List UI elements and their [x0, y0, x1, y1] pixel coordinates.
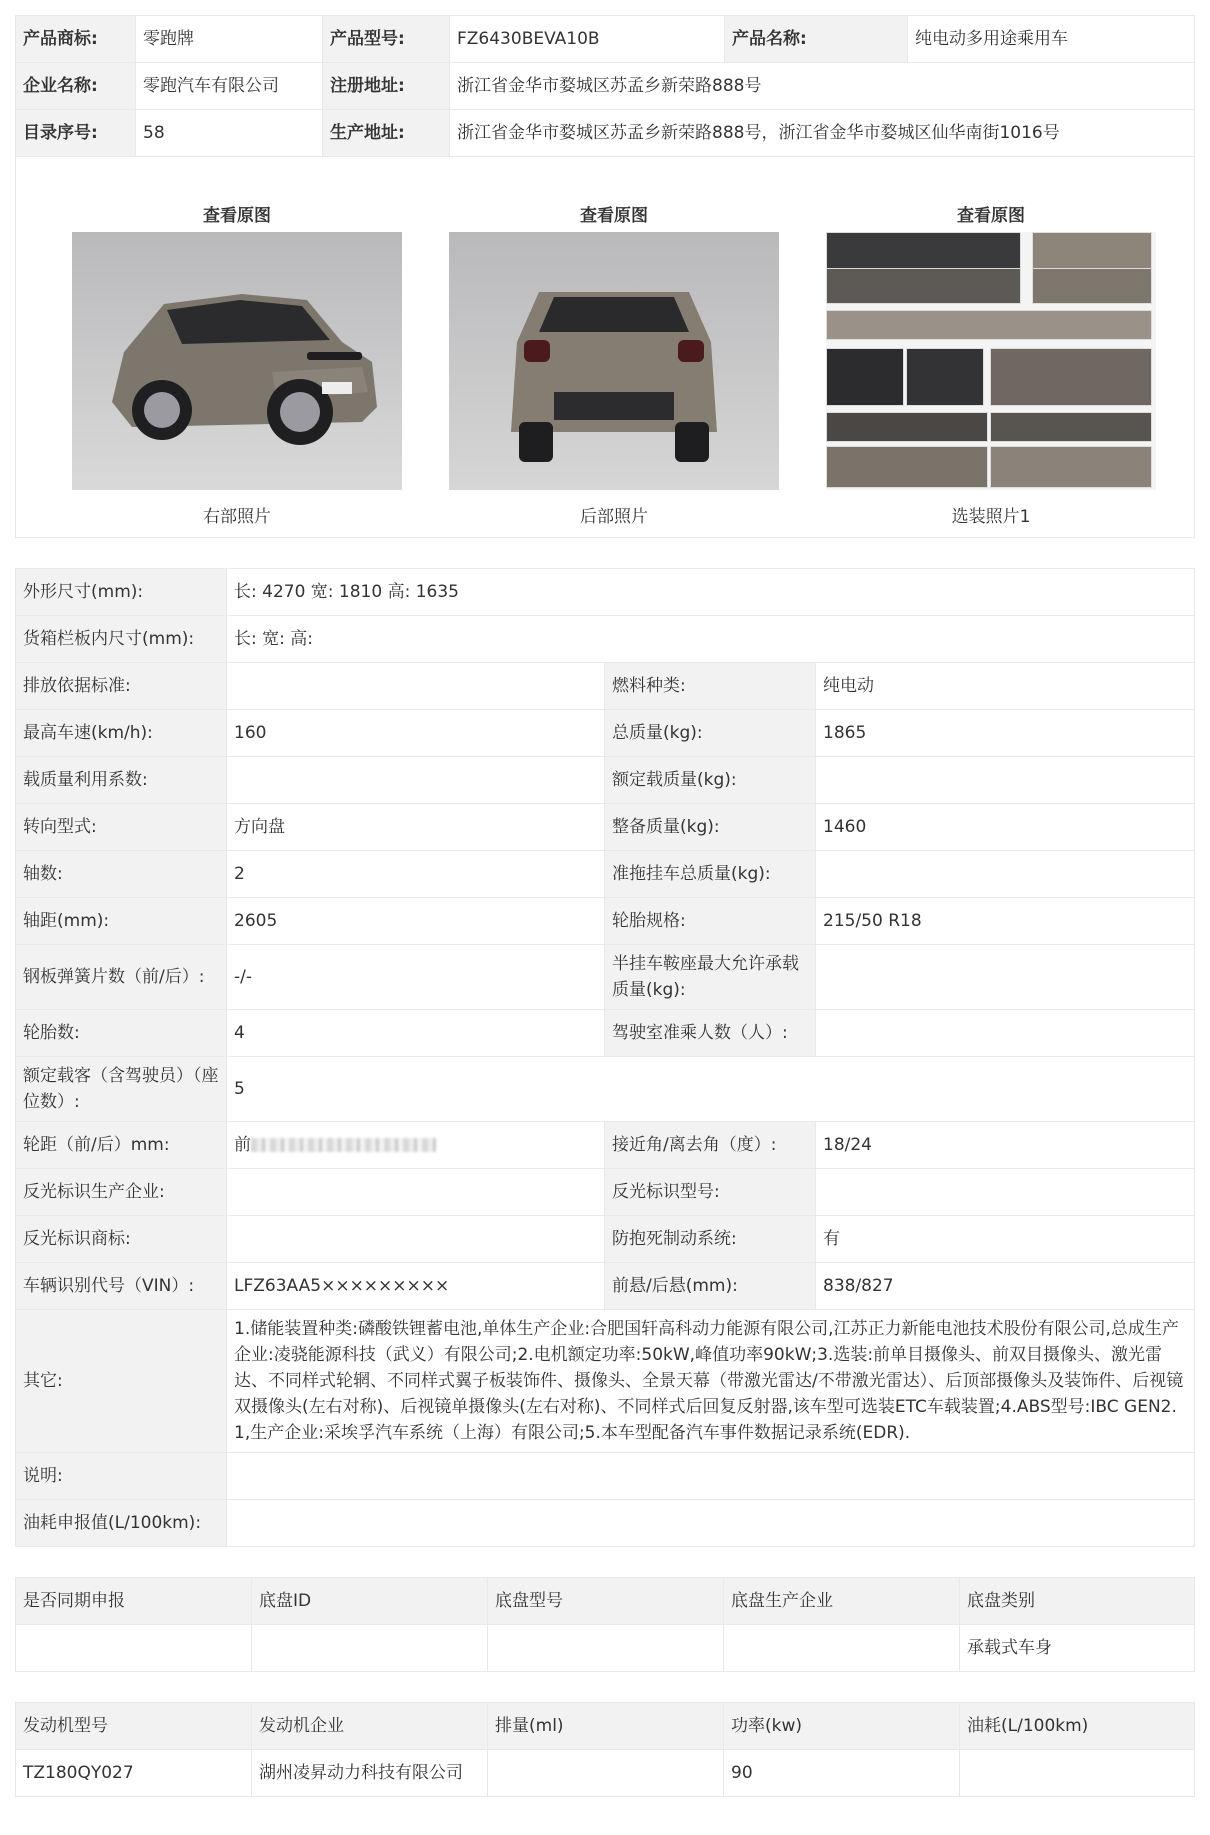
- view-original-link[interactable]: 查看原图: [957, 206, 1025, 226]
- rated-load-value: [816, 757, 1195, 804]
- curb-mass-label: 整备质量(kg):: [605, 804, 816, 851]
- engine-header: 油耗(L/100km): [960, 1703, 1195, 1750]
- seats-value: 5: [227, 1057, 1195, 1122]
- chassis-cell: [724, 1625, 960, 1672]
- overhang-label: 前悬/后悬(mm):: [605, 1263, 816, 1310]
- chassis-cell: [252, 1625, 488, 1672]
- rated-load-label: 额定载质量(kg):: [605, 757, 816, 804]
- redacted-blur: [251, 1138, 436, 1152]
- engine-cell: 90: [724, 1750, 960, 1797]
- refl-maker-value: [227, 1169, 605, 1216]
- product-name-label: 产品名称:: [725, 16, 908, 63]
- abs-label: 防抱死制动系统:: [605, 1216, 816, 1263]
- chassis-cell: [16, 1625, 252, 1672]
- angle-value: 18/24: [816, 1122, 1195, 1169]
- other-label: 其它:: [16, 1310, 227, 1453]
- chassis-cell: [488, 1625, 724, 1672]
- engine-cell: [488, 1750, 724, 1797]
- engine-header: 功率(kw): [724, 1703, 960, 1750]
- refl-brand-label: 反光标识商标:: [16, 1216, 227, 1263]
- chassis-header: 底盘ID: [252, 1578, 488, 1625]
- reg-addr-value: 浙江省金华市婺城区苏孟乡新荣路888号: [450, 63, 1195, 110]
- emission-value: [227, 663, 605, 710]
- dims-value: 长: 4270 宽: 1810 高: 1635: [227, 569, 1195, 616]
- curb-mass-value: 1460: [816, 804, 1195, 851]
- model-value: FZ6430BEVA10B: [450, 16, 725, 63]
- refl-model-value: [816, 1169, 1195, 1216]
- tires-value: 4: [227, 1010, 605, 1057]
- prod-addr-value: 浙江省金华市婺城区苏孟乡新荣路888号，浙江省金华市婺城区仙华南街1016号: [450, 110, 1195, 157]
- rear-car-image[interactable]: [449, 232, 779, 490]
- chassis-header: 底盘生产企业: [724, 1578, 960, 1625]
- load-coef-label: 载质量利用系数:: [16, 757, 227, 804]
- refl-brand-value: [227, 1216, 605, 1263]
- view-original-link[interactable]: 查看原图: [203, 206, 271, 226]
- chassis-header: 是否同期申报: [16, 1578, 252, 1625]
- header-table: [15, 15, 1195, 157]
- company-value: 零跑汽车有限公司: [136, 63, 323, 110]
- other-value: 1.储能装置种类:磷酸铁锂蓄电池,单体生产企业:合肥国轩高科动力能源有限公司,江苏正力新能电池技术股份有限公司,总成生产企业:凌骁能源科技（武义）有限公司;2.电机额定功率:50kW,峰值功率90kW;3.选装:前单目摄像头、前双目摄像头、激光雷达、不同样式轮辋、不同样式翼子板装饰件、摄像头、全景天幕（带激光雷达/不带激光雷达）、后顶部摄像头及装饰件、后视镜双摄像头(左右对称)、后视镜单摄像头(左右对称)、不同样式后回复反射器,该车型可选装ETC车载装置;4.ABS型号:IBC GEN2.1,生产企业:采埃孚汽车系统（上海）有限公司;5.本车型配备汽车事件数据记录系统(EDR).: [227, 1310, 1195, 1453]
- fuel-value: 纯电动: [816, 663, 1195, 710]
- right-side-car-image[interactable]: [72, 232, 402, 490]
- engine-cell: [960, 1750, 1195, 1797]
- emission-label: 排放依据标准:: [16, 663, 227, 710]
- wheelbase-value: 2605: [227, 898, 605, 945]
- cab-label: 驾驶室准乘人数（人）:: [605, 1010, 816, 1057]
- speed-value: 160: [227, 710, 605, 757]
- cargo-value: 长: 宽: 高:: [227, 616, 1195, 663]
- product-name-value: 纯电动多用途乘用车: [908, 16, 1195, 63]
- optional-photo-caption: 选装照片1: [951, 507, 1031, 527]
- saddle-label: 半挂车鞍座最大允许承载质量(kg):: [605, 945, 816, 1010]
- track-value: [227, 1122, 605, 1169]
- engine-header: 发动机企业: [252, 1703, 488, 1750]
- angle-label: 接近角/离去角（度）:: [605, 1122, 816, 1169]
- total-mass-label: 总质量(kg):: [605, 710, 816, 757]
- company-label: 企业名称:: [16, 63, 136, 110]
- steering-value: 方向盘: [227, 804, 605, 851]
- chassis-table: [15, 1577, 1195, 1672]
- note-value: [227, 1453, 1195, 1500]
- seats-label: 额定载客（含驾驶员）（座位数）:: [16, 1057, 227, 1122]
- right-photo-caption: 右部照片: [203, 507, 271, 527]
- fuel-cons-label: 油耗申报值(L/100km):: [16, 1500, 227, 1547]
- fuel-label: 燃料种类:: [605, 663, 816, 710]
- spring-label: 钢板弹簧片数（前/后）:: [16, 945, 227, 1010]
- specs-table: [15, 568, 1195, 1547]
- tire-label: 轮胎规格:: [605, 898, 816, 945]
- dims-label: 外形尺寸(mm):: [16, 569, 227, 616]
- prod-addr-label: 生产地址:: [323, 110, 450, 157]
- fuel-cons-value: [227, 1500, 1195, 1547]
- chassis-header: 底盘类别: [960, 1578, 1195, 1625]
- refl-maker-label: 反光标识生产企业:: [16, 1169, 227, 1216]
- speed-label: 最高车速(km/h):: [16, 710, 227, 757]
- cab-value: [816, 1010, 1195, 1057]
- tire-value: 215/50 R18: [816, 898, 1195, 945]
- rear-photo-caption: 后部照片: [580, 507, 648, 527]
- engine-header: 排量(ml): [488, 1703, 724, 1750]
- engine-cell: TZ180QY027: [16, 1750, 252, 1797]
- reg-addr-label: 注册地址:: [323, 63, 450, 110]
- axles-value: 2: [227, 851, 605, 898]
- chassis-header: 底盘型号: [488, 1578, 724, 1625]
- tires-label: 轮胎数:: [16, 1010, 227, 1057]
- track-label: 轮距（前/后）mm:: [16, 1122, 227, 1169]
- axles-label: 轴数:: [16, 851, 227, 898]
- optional-collage-image[interactable]: [826, 232, 1156, 490]
- chassis-cell: 承载式车身: [960, 1625, 1195, 1672]
- steering-label: 转向型式:: [16, 804, 227, 851]
- trailer-value: [816, 851, 1195, 898]
- note-label: 说明:: [16, 1453, 227, 1500]
- spring-value: -/-: [227, 945, 605, 1010]
- total-mass-value: 1865: [816, 710, 1195, 757]
- engine-header: 发动机型号: [16, 1703, 252, 1750]
- view-original-link[interactable]: 查看原图: [580, 206, 648, 226]
- load-coef-value: [227, 757, 605, 804]
- photo-gallery: [15, 157, 1195, 538]
- catalog-value: 58: [136, 110, 323, 157]
- track-prefix: 前: [234, 1135, 251, 1155]
- cargo-label: 货箱栏板内尺寸(mm):: [16, 616, 227, 663]
- refl-model-label: 反光标识型号:: [605, 1169, 816, 1216]
- abs-value: 有: [816, 1216, 1195, 1263]
- catalog-label: 目录序号:: [16, 110, 136, 157]
- saddle-value: [816, 945, 1195, 1010]
- vin-label: 车辆识别代号（VIN）:: [16, 1263, 227, 1310]
- vin-value: LFZ63AA5×××××××××: [227, 1263, 605, 1310]
- engine-cell: 湖州凌昇动力科技有限公司: [252, 1750, 488, 1797]
- engine-table: [15, 1702, 1195, 1797]
- brand-value: 零跑牌: [136, 16, 323, 63]
- wheelbase-label: 轴距(mm):: [16, 898, 227, 945]
- trailer-label: 准拖挂车总质量(kg):: [605, 851, 816, 898]
- overhang-value: 838/827: [816, 1263, 1195, 1310]
- model-label: 产品型号:: [323, 16, 450, 63]
- brand-label: 产品商标:: [16, 16, 136, 63]
